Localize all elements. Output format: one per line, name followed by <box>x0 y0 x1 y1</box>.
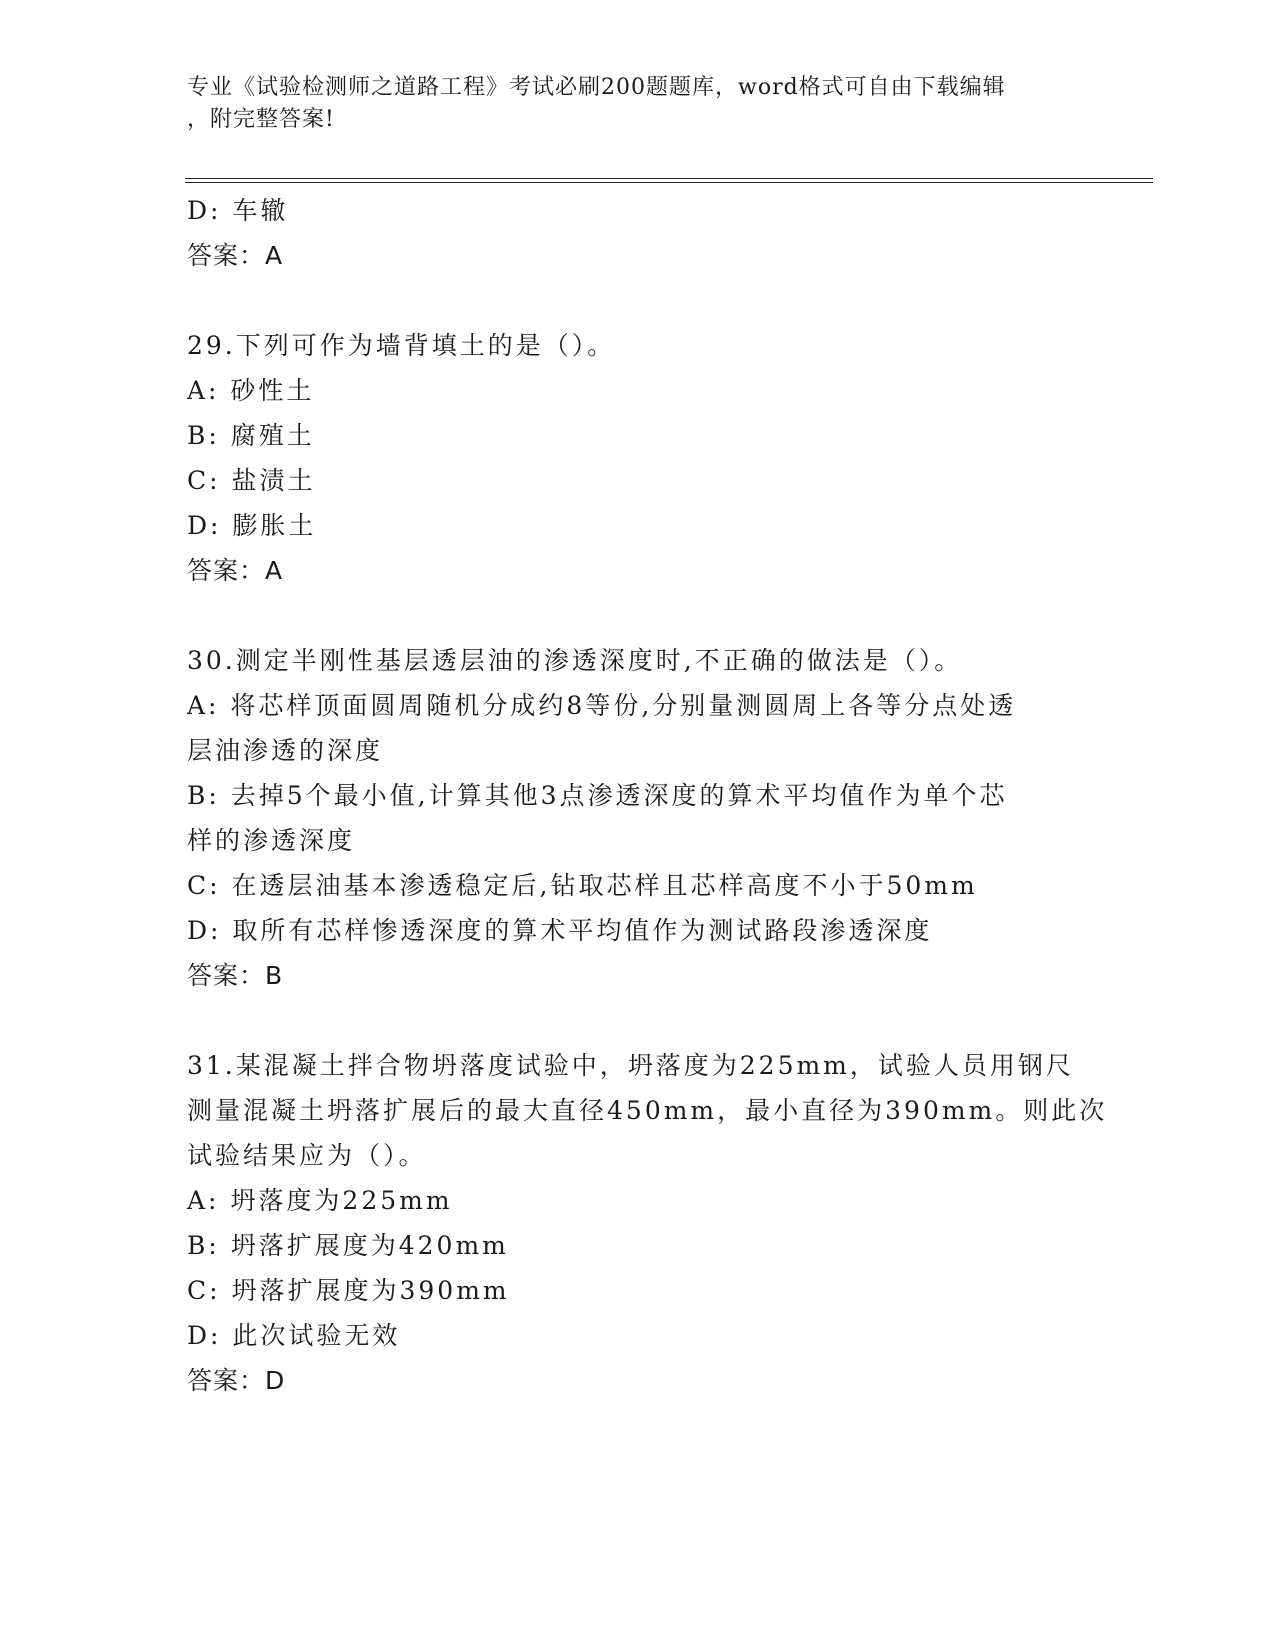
option-d: D: 此次试验无效 <box>187 1321 401 1350</box>
question-stem-continued: 试验结果应为（）。 <box>187 1141 427 1170</box>
spacer <box>187 593 1087 638</box>
spacer <box>187 998 1087 1043</box>
document-header <box>187 72 1067 136</box>
option-a-continued: 层油渗透的深度 <box>187 736 384 765</box>
header-line-2: ，附完整答案! <box>187 107 335 132</box>
option-b: B: 坍落扩展度为420mm <box>187 1231 509 1260</box>
header-rule-top <box>185 178 1153 179</box>
question-30 <box>187 638 1087 998</box>
option-d: D: 膨胀土 <box>187 511 317 540</box>
question-stem: 30.测定半刚性基层透层油的渗透深度时,不正确的做法是（）。 <box>187 646 963 675</box>
carryover-option-d: D: 车辙 <box>187 196 289 225</box>
question-stem: 29.下列可作为墙背填土的是（）。 <box>187 331 616 360</box>
option-a: A: 将芯样顶面圆周随机分成约8等份,分别量测圆周上各等分点处透 <box>187 691 1017 720</box>
option-b: B: 腐殖土 <box>187 421 315 450</box>
spacer <box>187 278 1087 323</box>
question-31 <box>187 1043 1108 1403</box>
answer: 答案：B <box>187 961 284 990</box>
option-b: B: 去掉5个最小值,计算其他3点渗透深度的算术平均值作为单个芯 <box>187 781 1008 810</box>
answer: 答案：A <box>187 556 284 585</box>
option-c: C: 在透层油基本渗透稳定后,钻取芯样且芯样高度不小于50mm <box>187 871 978 900</box>
question-stem: 31.某混凝土拌合物坍落度试验中，坍落度为225mm，试验人员用钢尺 <box>187 1051 1074 1080</box>
option-d: D: 取所有芯样惨透深度的算术平均值作为测试路段渗透深度 <box>187 916 933 945</box>
question-29 <box>187 323 1087 593</box>
question-stem-continued: 测量混凝土坍落扩展后的最大直径450mm，最小直径为390mm。则此次 <box>187 1096 1108 1125</box>
carryover-answer: 答案：A <box>187 241 284 270</box>
document-body <box>187 188 1108 1403</box>
option-b-continued: 样的渗透深度 <box>187 826 356 855</box>
option-c: C: 盐渍土 <box>187 466 316 495</box>
header-rule-bottom <box>185 182 1153 183</box>
option-a: A: 砂性土 <box>187 376 315 405</box>
option-a: A: 坍落度为225mm <box>187 1186 453 1215</box>
option-c: C: 坍落扩展度为390mm <box>187 1276 510 1305</box>
header-line-1: 专业《试验检测师之道路工程》考试必刷200题题库，word格式可自由下载编辑 <box>187 75 1006 100</box>
answer: 答案：D <box>187 1366 286 1395</box>
